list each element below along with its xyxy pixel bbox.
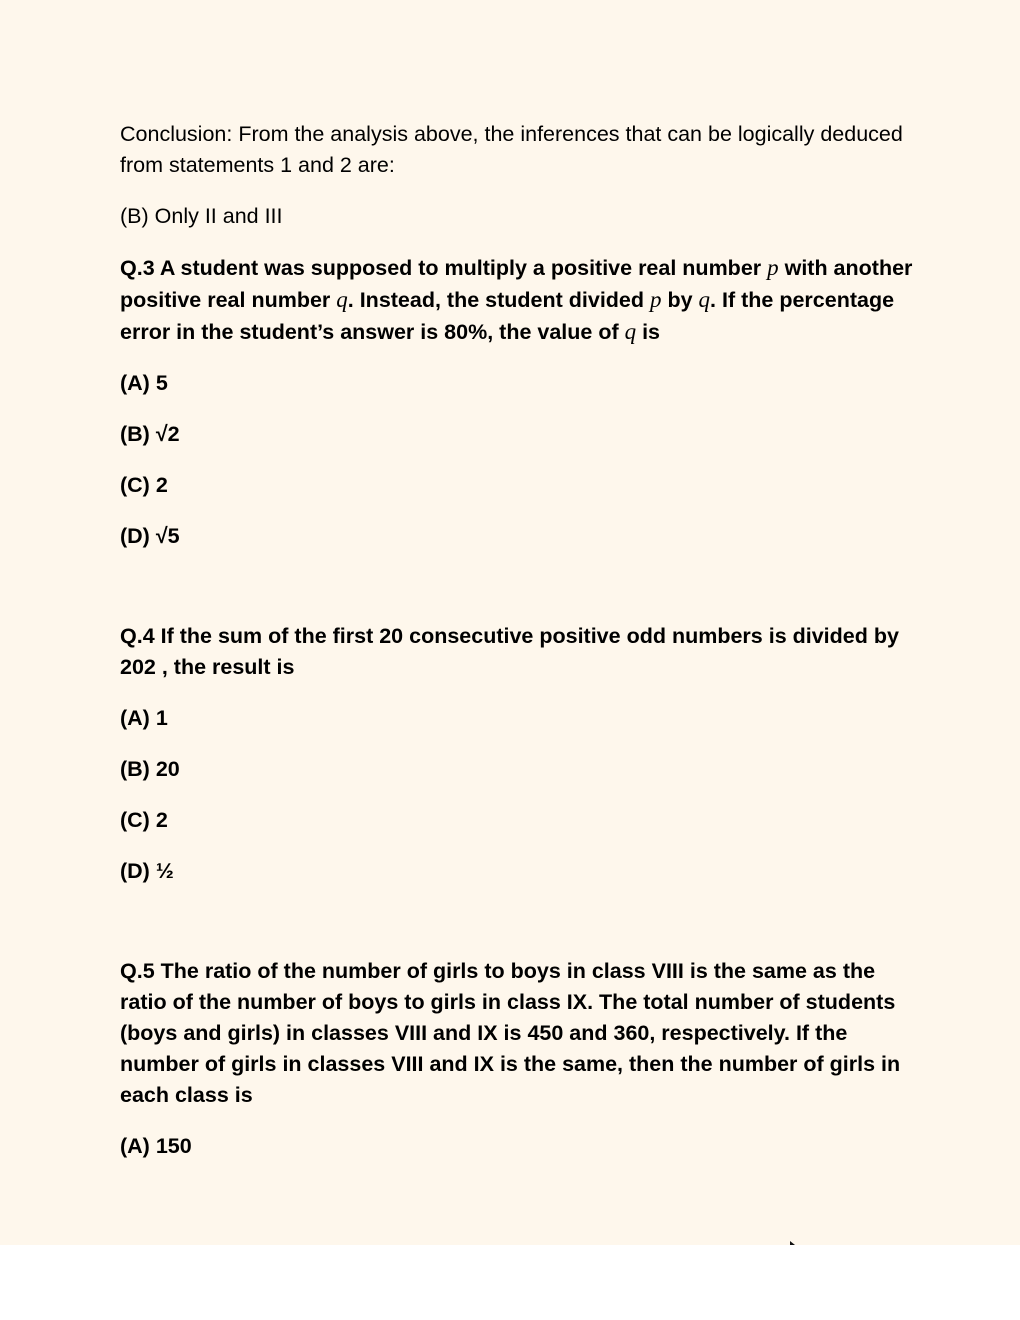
q4-option-a: (A) 1 [120,706,168,730]
question-3 [120,252,920,348]
q4-option-c: (C) 2 [120,808,168,832]
conclusion-text: Conclusion: From the analysis above, the inferences that can be logically deduced from statements 1 and 2 are: [120,122,903,177]
question-5: Q.5 The ratio of the number of girls to boys in class VIII is the same as the ratio of the number of boys to girls in class IX. The total number of students (boys and girls) in classes VIII and IX is 450 and 360, respectively. If the number of girls in classes VIII and IX is the same, then the number of girls in each class is [120,959,901,1107]
q3-option-a: (A) 5 [120,371,168,395]
var-p: p [650,287,662,312]
var-q: q [698,287,711,312]
q4-option-b: (B) 20 [120,757,180,781]
q3-option-c: (C) 2 [120,473,168,497]
question-4: Q.4 If the sum of the first 20 consecutive positive odd numbers is divided by 202 , the result is [120,624,899,679]
q4-option-d: (D) ½ [120,859,174,883]
q3-option-d: (D) √5 [120,524,180,548]
q5-option-a: (A) 150 [120,1134,192,1158]
var-q: q [336,287,348,312]
mouse-cursor-icon [790,1241,795,1245]
page-content [120,119,920,1162]
q3-text: with another positive real number [120,256,913,312]
q3-text: . Instead, the student divided [347,288,650,312]
var-p: p [767,255,779,280]
q3-text: by [661,288,699,312]
q3-text: Q.3 A student was supposed to multiply a positive real number [120,256,768,280]
q3-text: is [636,320,661,344]
q3-text: . If the percentage error in the student’s answer is 80%, the value of [120,288,895,344]
var-q: q [624,319,637,344]
conclusion-answer: (B) Only II and III [120,204,283,228]
q3-option-b: (B) √2 [120,422,180,446]
